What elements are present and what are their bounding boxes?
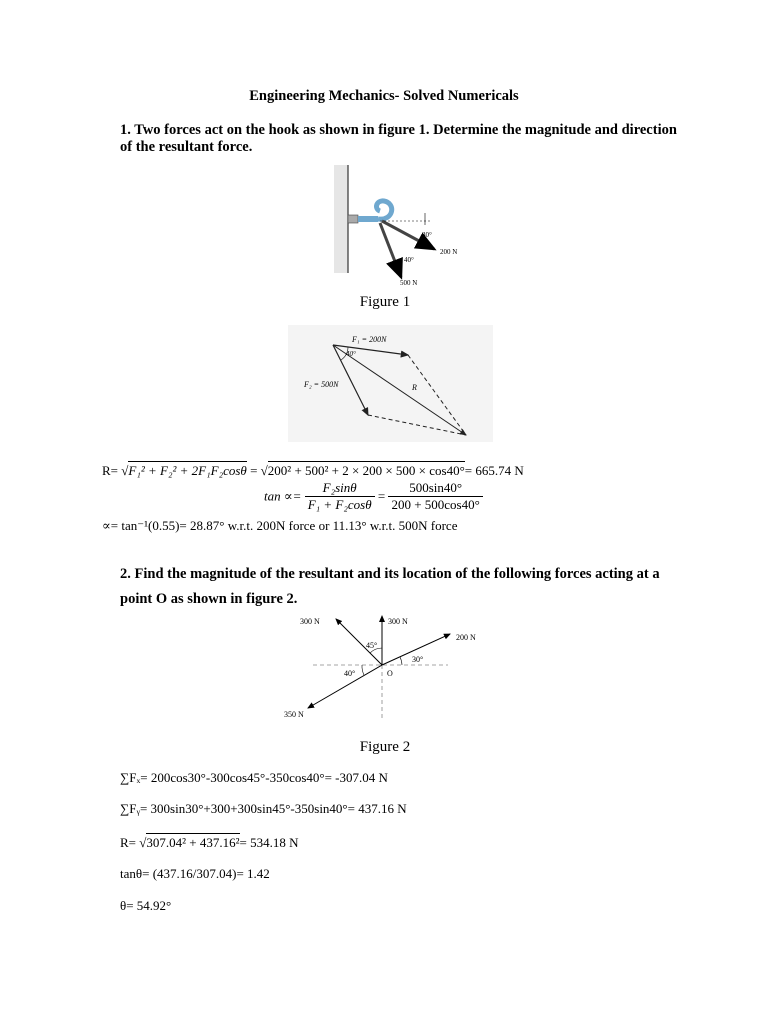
- fig1-angle-40: 40°: [404, 256, 414, 264]
- sketch-f2-label: F₂ = 500N: [304, 380, 339, 389]
- equation-theta: θ= 54.92°: [120, 898, 172, 913]
- eq-tan-den1: F₁ + F₂cosθ: [307, 497, 372, 512]
- fig2-force-300-left: 300 N: [300, 617, 320, 626]
- equation-alpha: ∝= tan⁻¹(0.55)= 28.87° w.r.t. 200N force or 11.13° w.r.t. 500N force: [102, 518, 458, 533]
- eq-tan-num2: 500sin40°: [388, 480, 482, 497]
- figure-1-hook-diagram: [330, 165, 480, 290]
- fig2-force-300-up: 300 N: [388, 617, 408, 626]
- figure-2-caption: Figure 2: [359, 739, 411, 755]
- question-1: 1. Two forces act on the hook as shown in figure 1. Determine the magnitude and direction of the resultant force.: [120, 122, 677, 155]
- eq2-r-result: = 534.18 N: [239, 835, 299, 850]
- eq-tan-num1: F₂sinθ: [305, 480, 375, 497]
- question-2: 2. Find the magnitude of the resultant and its location of the following forces acting at a point O as shown in figure 2.: [120, 566, 660, 607]
- fig2-angle-40: 40°: [344, 669, 356, 678]
- equation-resultant: R= √F₁² + F₂² + 2F₁F₂cosθ = √200² + 500² + 2 × 200 × 500 × cos40°= 665.74 N: [102, 463, 524, 478]
- eq-r-result: = 665.74 N: [464, 463, 524, 478]
- fig1-angle-30: 30°: [422, 231, 432, 239]
- equation-tan-alpha: [264, 480, 483, 513]
- eq-r-prefix: R=: [102, 463, 119, 478]
- equation-sum-fy: ∑Fᵧ= 300sin30°+300+300sin45°-350sin40°= 437.16 N: [120, 801, 407, 816]
- eq-tan-fraction-2: [388, 480, 482, 513]
- sketch-r-label: R: [412, 383, 417, 392]
- figure-2-force-diagram: [278, 610, 488, 725]
- fig1-force-500: 500 N: [400, 279, 418, 287]
- eq-tan-lhs: tan ∝=: [264, 488, 302, 504]
- equation-sum-fx: ∑Fₓ= 200cos30°-300cos45°-350cos40°= -307.04 N: [120, 770, 388, 785]
- sketch-f1-label: F₁ = 200N: [352, 335, 387, 344]
- eq-tan-den2: 200 + 500cos40°: [391, 497, 480, 512]
- parallelogram-sketch: [288, 325, 493, 442]
- page-title: Engineering Mechanics- Solved Numericals: [249, 88, 519, 104]
- fig2-force-350: 350 N: [284, 710, 304, 719]
- eq-r-numeric: 200² + 500² + 2 × 200 × 500 × cos40°: [267, 463, 465, 478]
- fig2-origin-o: O: [387, 669, 393, 678]
- fig2-force-200: 200 N: [456, 633, 476, 642]
- fig2-angle-30: 30°: [412, 655, 424, 664]
- eq-r-equals: =: [250, 463, 258, 478]
- equation-resultant-2: R= √307.04² + 437.16²= 534.18 N: [120, 835, 299, 850]
- eq2-r-root: 307.04² + 437.16²: [146, 835, 240, 850]
- eq-tan-equals: =: [377, 488, 386, 504]
- figure-1-caption: Figure 1: [359, 294, 411, 310]
- equation-tan-theta: tanθ= (437.16/307.04)= 1.42: [120, 866, 270, 881]
- eq-tan-fraction-1: [305, 480, 375, 513]
- fig2-angle-45: 45°: [366, 641, 378, 650]
- eq2-r-prefix: R=: [120, 835, 137, 850]
- eq-r-formula: F₁² + F₂² + 2F₁F₂cosθ: [128, 463, 247, 478]
- fig1-force-200: 200 N: [440, 248, 458, 256]
- sketch-angle-label: 40°: [346, 350, 356, 358]
